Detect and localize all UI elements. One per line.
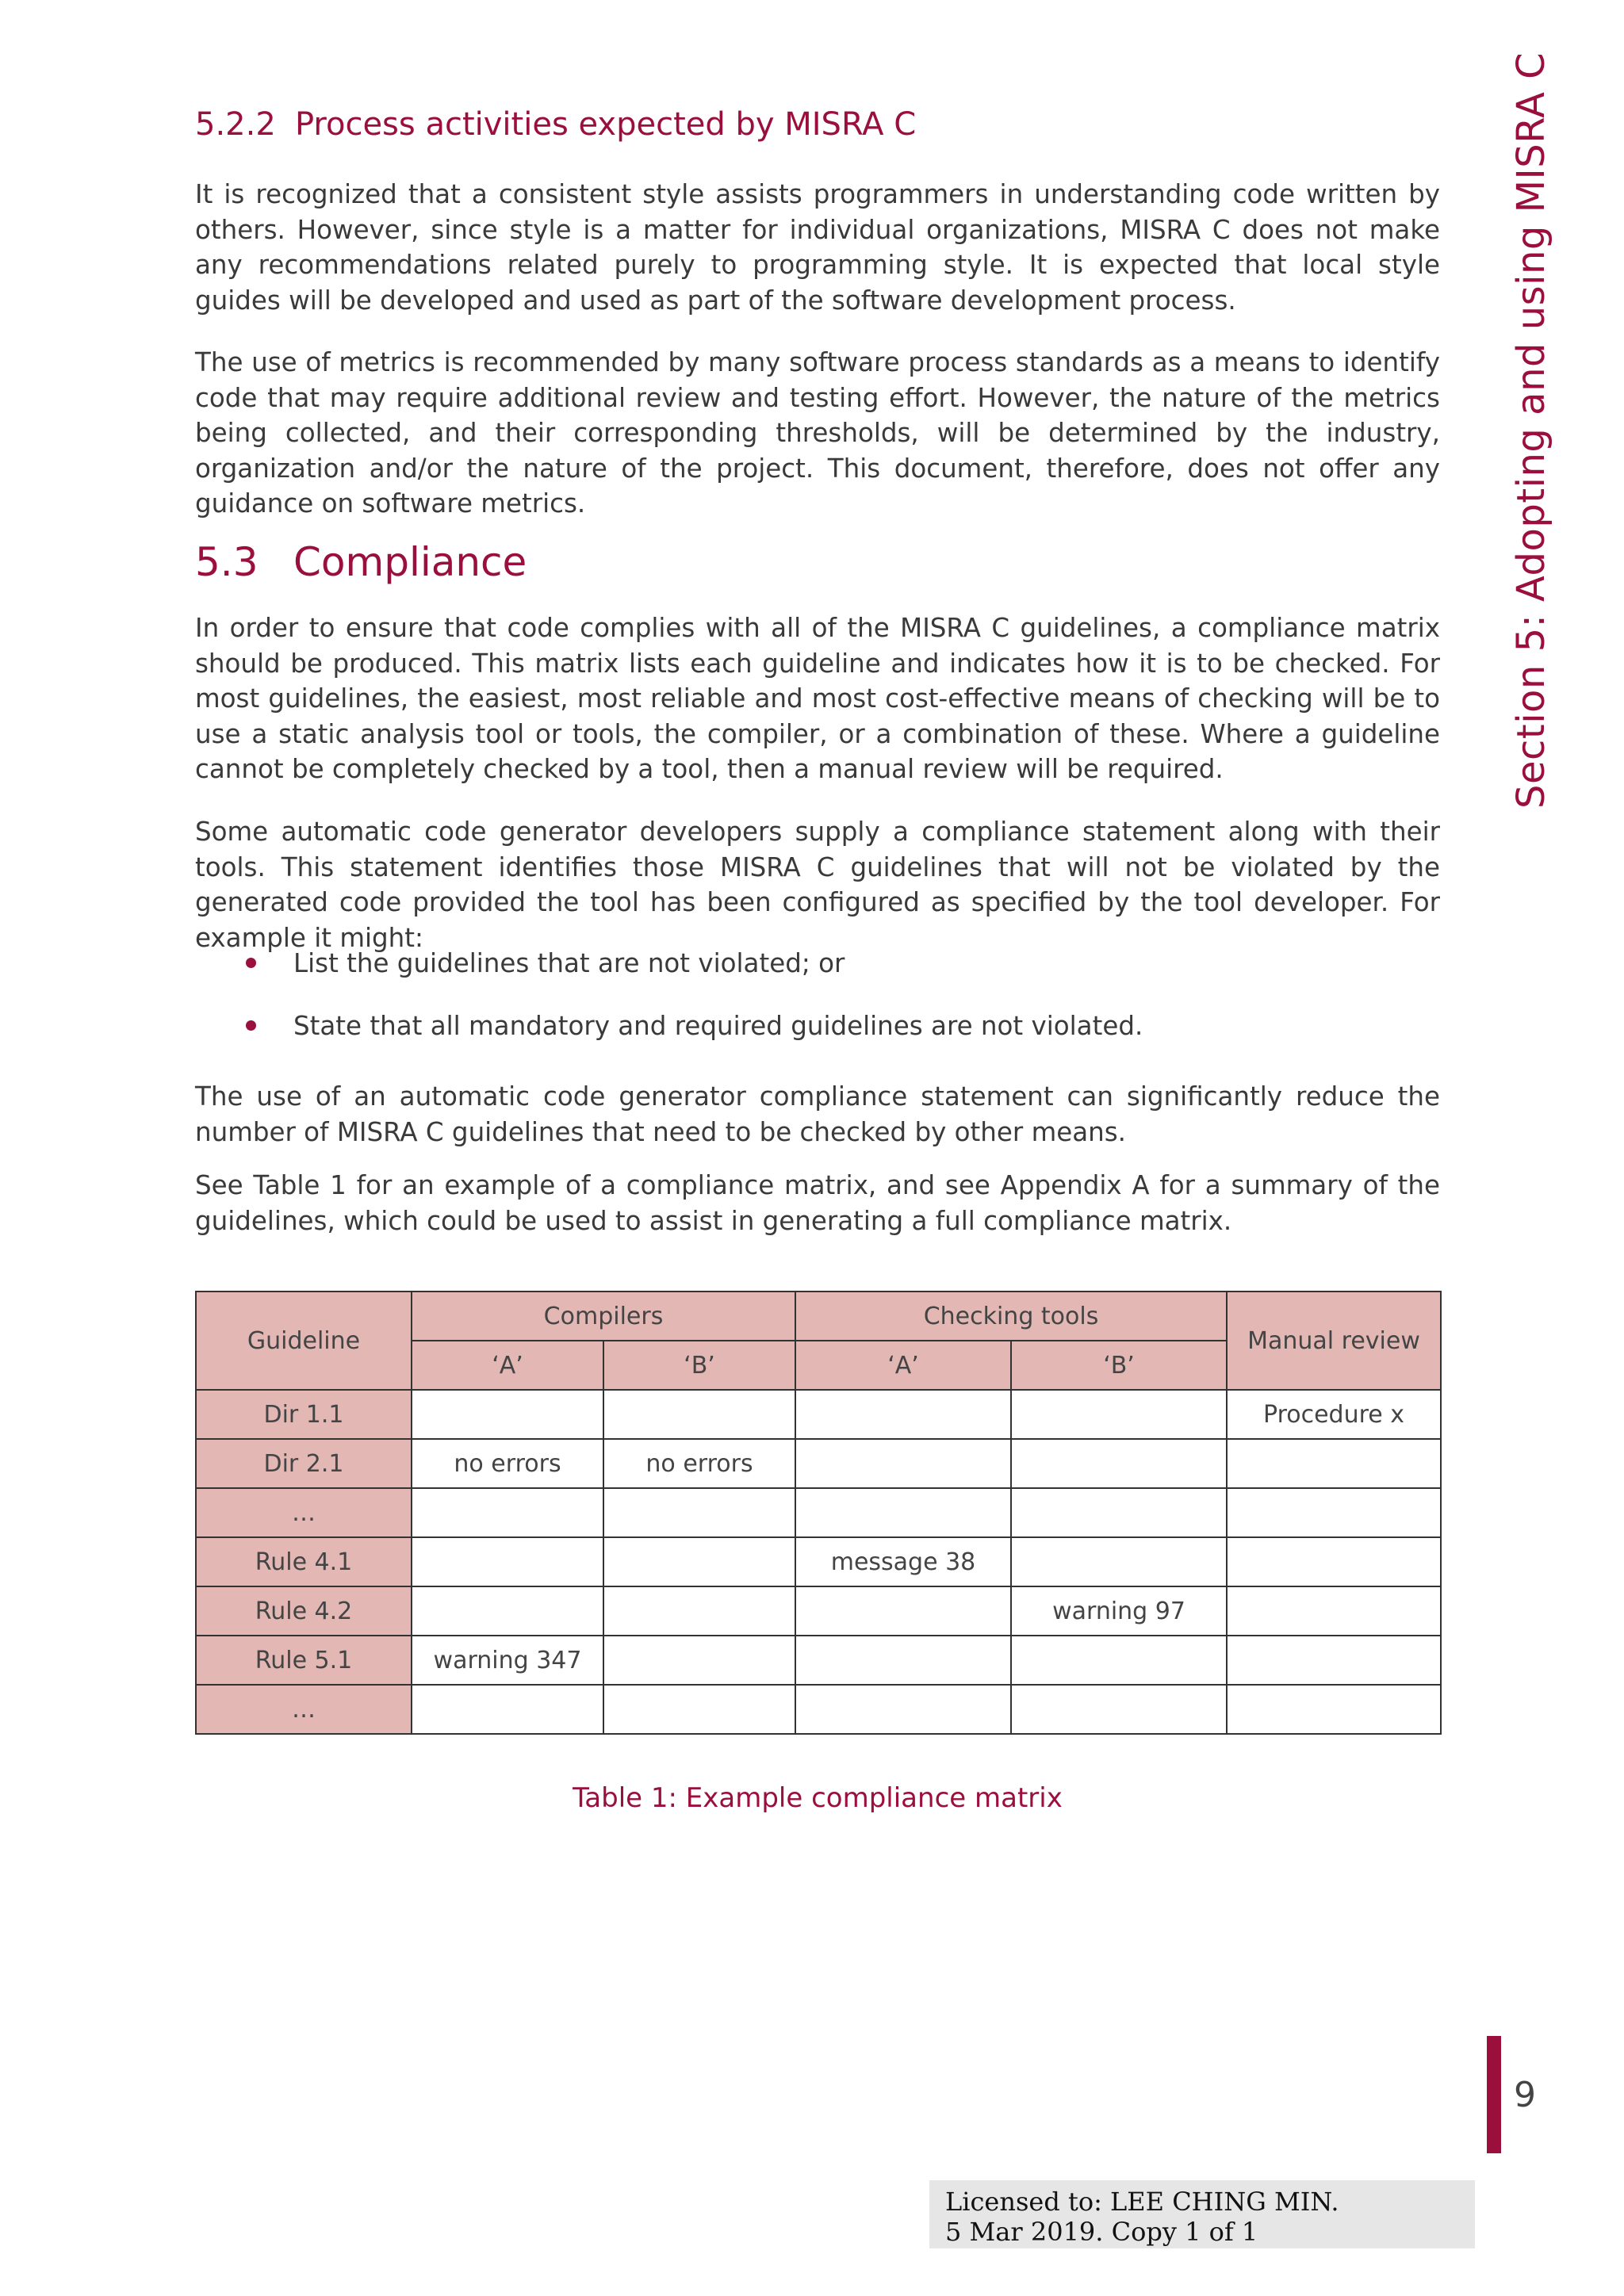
license-line: 5 Mar 2019. Copy 1 of 1 bbox=[945, 2217, 1258, 2247]
table-cell: no errors bbox=[603, 1439, 795, 1488]
table-cell bbox=[412, 1488, 603, 1537]
table-cell bbox=[795, 1636, 1011, 1685]
section-heading-5-2-2 bbox=[195, 106, 916, 143]
paragraph: Some automatic code generator developers supply a compliance statement along with their tools. This statement identifies those MISRA C guidelines that will not be violated by the generated code provided the tool has been configured as specified by the tool developer. For example it might: bbox=[195, 817, 1440, 953]
table-cell bbox=[603, 1390, 795, 1439]
table-cell bbox=[1011, 1488, 1227, 1537]
header-compilers: Compilers bbox=[412, 1292, 795, 1341]
table-cell bbox=[603, 1537, 795, 1586]
table-row bbox=[196, 1636, 1441, 1685]
paragraph: See Table 1 for an example of a compliance matrix, and see Appendix A for a summary of the guidelines, which could be used to assist in generating a full compliance matrix. bbox=[195, 1170, 1440, 1236]
table-cell bbox=[412, 1390, 603, 1439]
table-row bbox=[196, 1586, 1441, 1636]
table-cell: … bbox=[196, 1685, 412, 1734]
section-heading-5-3 bbox=[195, 539, 527, 585]
table-cell: Procedure x bbox=[1227, 1390, 1441, 1439]
table-cell: Rule 5.1 bbox=[196, 1636, 412, 1685]
table-cell bbox=[603, 1488, 795, 1537]
table-cell bbox=[603, 1586, 795, 1636]
paragraph: In order to ensure that code complies with all of the MISRA C guidelines, a compliance matrix should be produced. This matrix lists each guideline and indicates how it is to be checked. For most guidelines, the easiest, most reliable and most cost-effective means of checking will be to use a static analysis tool or tools, the compiler, or a combination of these. Where a guideline cannot be completely checked by a tool, then a manual review will be required. bbox=[195, 613, 1440, 784]
table-cell: Rule 4.2 bbox=[196, 1586, 412, 1636]
table-cell bbox=[795, 1586, 1011, 1636]
table-cell: no errors bbox=[412, 1439, 603, 1488]
page-number-bar bbox=[1487, 2036, 1501, 2153]
table-cell bbox=[1227, 1537, 1441, 1586]
table-cell bbox=[795, 1439, 1011, 1488]
paragraph: The use of metrics is recommended by many software process standards as a means to identify code that may require additional review and testing effort. However, the nature of the metrics being collected, and their corresponding thresholds, will be determined by the industry, organization and/or the nature of the project. This document, therefore, does not offer any guidance on software metrics. bbox=[195, 347, 1440, 519]
table-row bbox=[196, 1685, 1441, 1734]
table-cell bbox=[795, 1685, 1011, 1734]
license-line: Licensed to: LEE CHING MIN. bbox=[945, 2187, 1339, 2217]
table-cell bbox=[1011, 1685, 1227, 1734]
section-number: 5.3 bbox=[195, 539, 259, 585]
header-compiler-a: ‘A’ bbox=[412, 1341, 603, 1390]
table-cell bbox=[795, 1488, 1011, 1537]
table-row bbox=[196, 1537, 1441, 1586]
table-cell bbox=[1227, 1636, 1441, 1685]
header-manual-review: Manual review bbox=[1227, 1292, 1441, 1390]
header-compiler-b: ‘B’ bbox=[603, 1341, 795, 1390]
table-cell bbox=[1227, 1586, 1441, 1636]
table-cell bbox=[412, 1586, 603, 1636]
table-cell: … bbox=[196, 1488, 412, 1537]
bullet-list bbox=[195, 946, 1440, 1070]
table-cell: Dir 2.1 bbox=[196, 1439, 412, 1488]
table-cell: warning 347 bbox=[412, 1636, 603, 1685]
table-cell bbox=[412, 1537, 603, 1586]
paragraph: The use of an automatic code generator compliance statement can significantly reduce the number of MISRA C guidelines that need to be checked by other means. bbox=[195, 1081, 1440, 1147]
table-cell bbox=[1227, 1439, 1441, 1488]
list-item-text: State that all mandatory and required guidelines are not violated. bbox=[293, 1010, 1143, 1041]
paragraph: It is recognized that a consistent style assists programmers in understanding code written by others. However, since style is a matter for individual organizations, MISRA C does not make any recommendations related purely to programming style. It is expected that local style guides will be developed and used as part of the software development process. bbox=[195, 179, 1440, 316]
table-row bbox=[196, 1488, 1441, 1537]
license-stamp bbox=[929, 2180, 1475, 2248]
table-cell: Rule 4.1 bbox=[196, 1537, 412, 1586]
bullet-icon bbox=[246, 958, 256, 968]
header-tool-a: ‘A’ bbox=[795, 1341, 1011, 1390]
table-cell bbox=[795, 1390, 1011, 1439]
list-item bbox=[195, 946, 1440, 982]
header-tool-b: ‘B’ bbox=[1011, 1341, 1227, 1390]
compliance-matrix-table bbox=[195, 1291, 1442, 1735]
section-side-title: Section 5: Adopting and using MISRA C bbox=[1509, 52, 1553, 809]
table-caption: Table 1: Example compliance matrix bbox=[573, 1782, 1063, 1814]
table-cell bbox=[1011, 1390, 1227, 1439]
section-number: 5.2.2 bbox=[195, 106, 276, 143]
list-item-text: List the guidelines that are not violated; or bbox=[293, 948, 845, 978]
section-title: Process activities expected by MISRA C bbox=[295, 106, 917, 143]
table-cell: message 38 bbox=[795, 1537, 1011, 1586]
section-title: Compliance bbox=[293, 539, 527, 585]
table-cell: Dir 1.1 bbox=[196, 1390, 412, 1439]
header-checking-tools: Checking tools bbox=[795, 1292, 1227, 1341]
table-cell bbox=[603, 1636, 795, 1685]
table-cell bbox=[1227, 1685, 1441, 1734]
table-cell bbox=[1227, 1488, 1441, 1537]
list-item bbox=[195, 1008, 1440, 1044]
table-cell bbox=[603, 1685, 795, 1734]
bullet-icon bbox=[246, 1020, 256, 1031]
header-guideline: Guideline bbox=[196, 1292, 412, 1390]
page-number: 9 bbox=[1514, 2075, 1536, 2115]
table-cell bbox=[412, 1685, 603, 1734]
table-cell bbox=[1011, 1636, 1227, 1685]
table-row bbox=[196, 1390, 1441, 1439]
table-row bbox=[196, 1439, 1441, 1488]
table-cell bbox=[1011, 1439, 1227, 1488]
table-cell bbox=[1011, 1537, 1227, 1586]
table-cell: warning 97 bbox=[1011, 1586, 1227, 1636]
